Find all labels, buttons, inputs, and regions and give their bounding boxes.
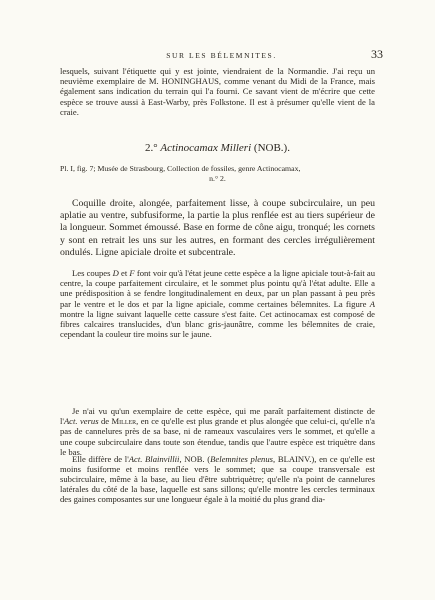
reference-line-2: n.° 2. [209,174,226,183]
p2-species: Act. verus [63,416,99,427]
plate-reference [60,164,375,184]
page-header [60,48,383,62]
p1-text-a: Les coupes [72,268,113,278]
p2-text-c: , en ce qu'elle est plus grande et plus alongée que celui-ci, qu'elle n'a pas de cannelures près de sa base, ni de rameaux vasculaires vers le sommet, et qu'elle a une coupe subcirculaire dans toute son étendue, tandis que l'autre espèce est triquètre dans le bas. [60,416,375,457]
p3-species-2: Belemnites plenus [210,453,273,464]
body-paragraph-1 [60,268,375,340]
species-description [60,188,375,269]
body-paragraph-3 [60,445,375,513]
p1-letter-d: D [112,268,119,278]
p1-letter-a: A [369,298,375,309]
intro-paragraph [60,66,375,117]
intro-text: lesquels, suivant l'étiquette qui y est jointe, viendraient de la Normandie. J'ai reçu un neuvième exemplaire de M. HONINGHAUS, comme venant du Midi de la France, mais également sans indication du terrain qui l'a fourni. Ce savant vient de m'écrire que cette espèce se trouve aussi à East-Warby, près Folkstone. Il est à présumer qu'elle vient de la craie. [60,66,375,117]
p3-species-1: Act. Blainvillii [128,453,180,464]
section-number: 2.° [145,142,161,154]
species-name: Actinocamax Milleri [160,142,252,154]
p3-text-b: , NOB. ( [179,453,211,464]
p2-text-a: Je n'ai vu qu'un exemplaire de cette espèce, qui me paraît parfaitement distincte de l' [60,406,375,427]
section-suffix: (NOB.). [251,142,290,154]
running-head: SUR LES BÉLEMNITES. [166,51,277,60]
description-text: Coquille droite, alongée, parfaitement lisse, à coupe subcirculaire, un peu aplatie au ventre, subfusiforme, la partie la plus renflée est au tiers supérieur de la longueur. Sommet émoussé. Base en forme de cône aigu, tronqué; les cornets y sont en retrait les uns sur les autres, en formant des cercles irrégulièrement ondulés. Ligne apiciale droite et subcentrale. [60,197,375,258]
p1-letter-f: F [129,268,135,278]
p3-text-c: , BLAINV.), en ce qu'elle est moins fusiforme et moins renflée vers le sommet; que sa coupe transversale est subcirculaire, même à la base, au lieu d'être subtriquètre; qu'elle n'a point de cannelures latérales du côté de la base, laquelle est sans sillons; qu'elle montre les cercles terminaux des gaines composantes sur une longueur égale à la moitié du plus grand dia- [60,453,376,505]
p3-text-a: Elle diffère de l' [72,453,129,464]
reference-line-1: Pl. I, fig. 7; Musée de Strasbourg, Collection de fossiles, genre Actinocamax, [60,164,301,173]
page-number: 33 [371,47,383,61]
p1-text-c: font voir qu'à l'état jeune cette espèce a la ligne apiciale tout-à-fait au centre, la coupe parfaitement circulaire, et le sommet plus pointu qu'à l'état adulte. Elle a une prédisposition à se fendre longitudinalement en deux, par un plan passant à peu près par le ventre et le dos et par la ligne apiciale, comme certaines bélemnites. La figure [60,268,376,309]
p1-text-b: et [118,268,130,278]
p1-text-e: montre la ligne suivant laquelle cette cassure s'est faite. Cet actinocamax est composé de fibres calcaires translucides, d'un blanc gris-jaunâtre, comme les bélemnites de craie, cependant la couleur tire moins sur le jaune. [60,308,375,340]
section-title [60,142,375,154]
paragraph-3 [60,454,375,505]
p2-text-b: de [98,416,112,427]
paragraph-1 [60,268,375,339]
p2-author: Miller [111,416,137,427]
